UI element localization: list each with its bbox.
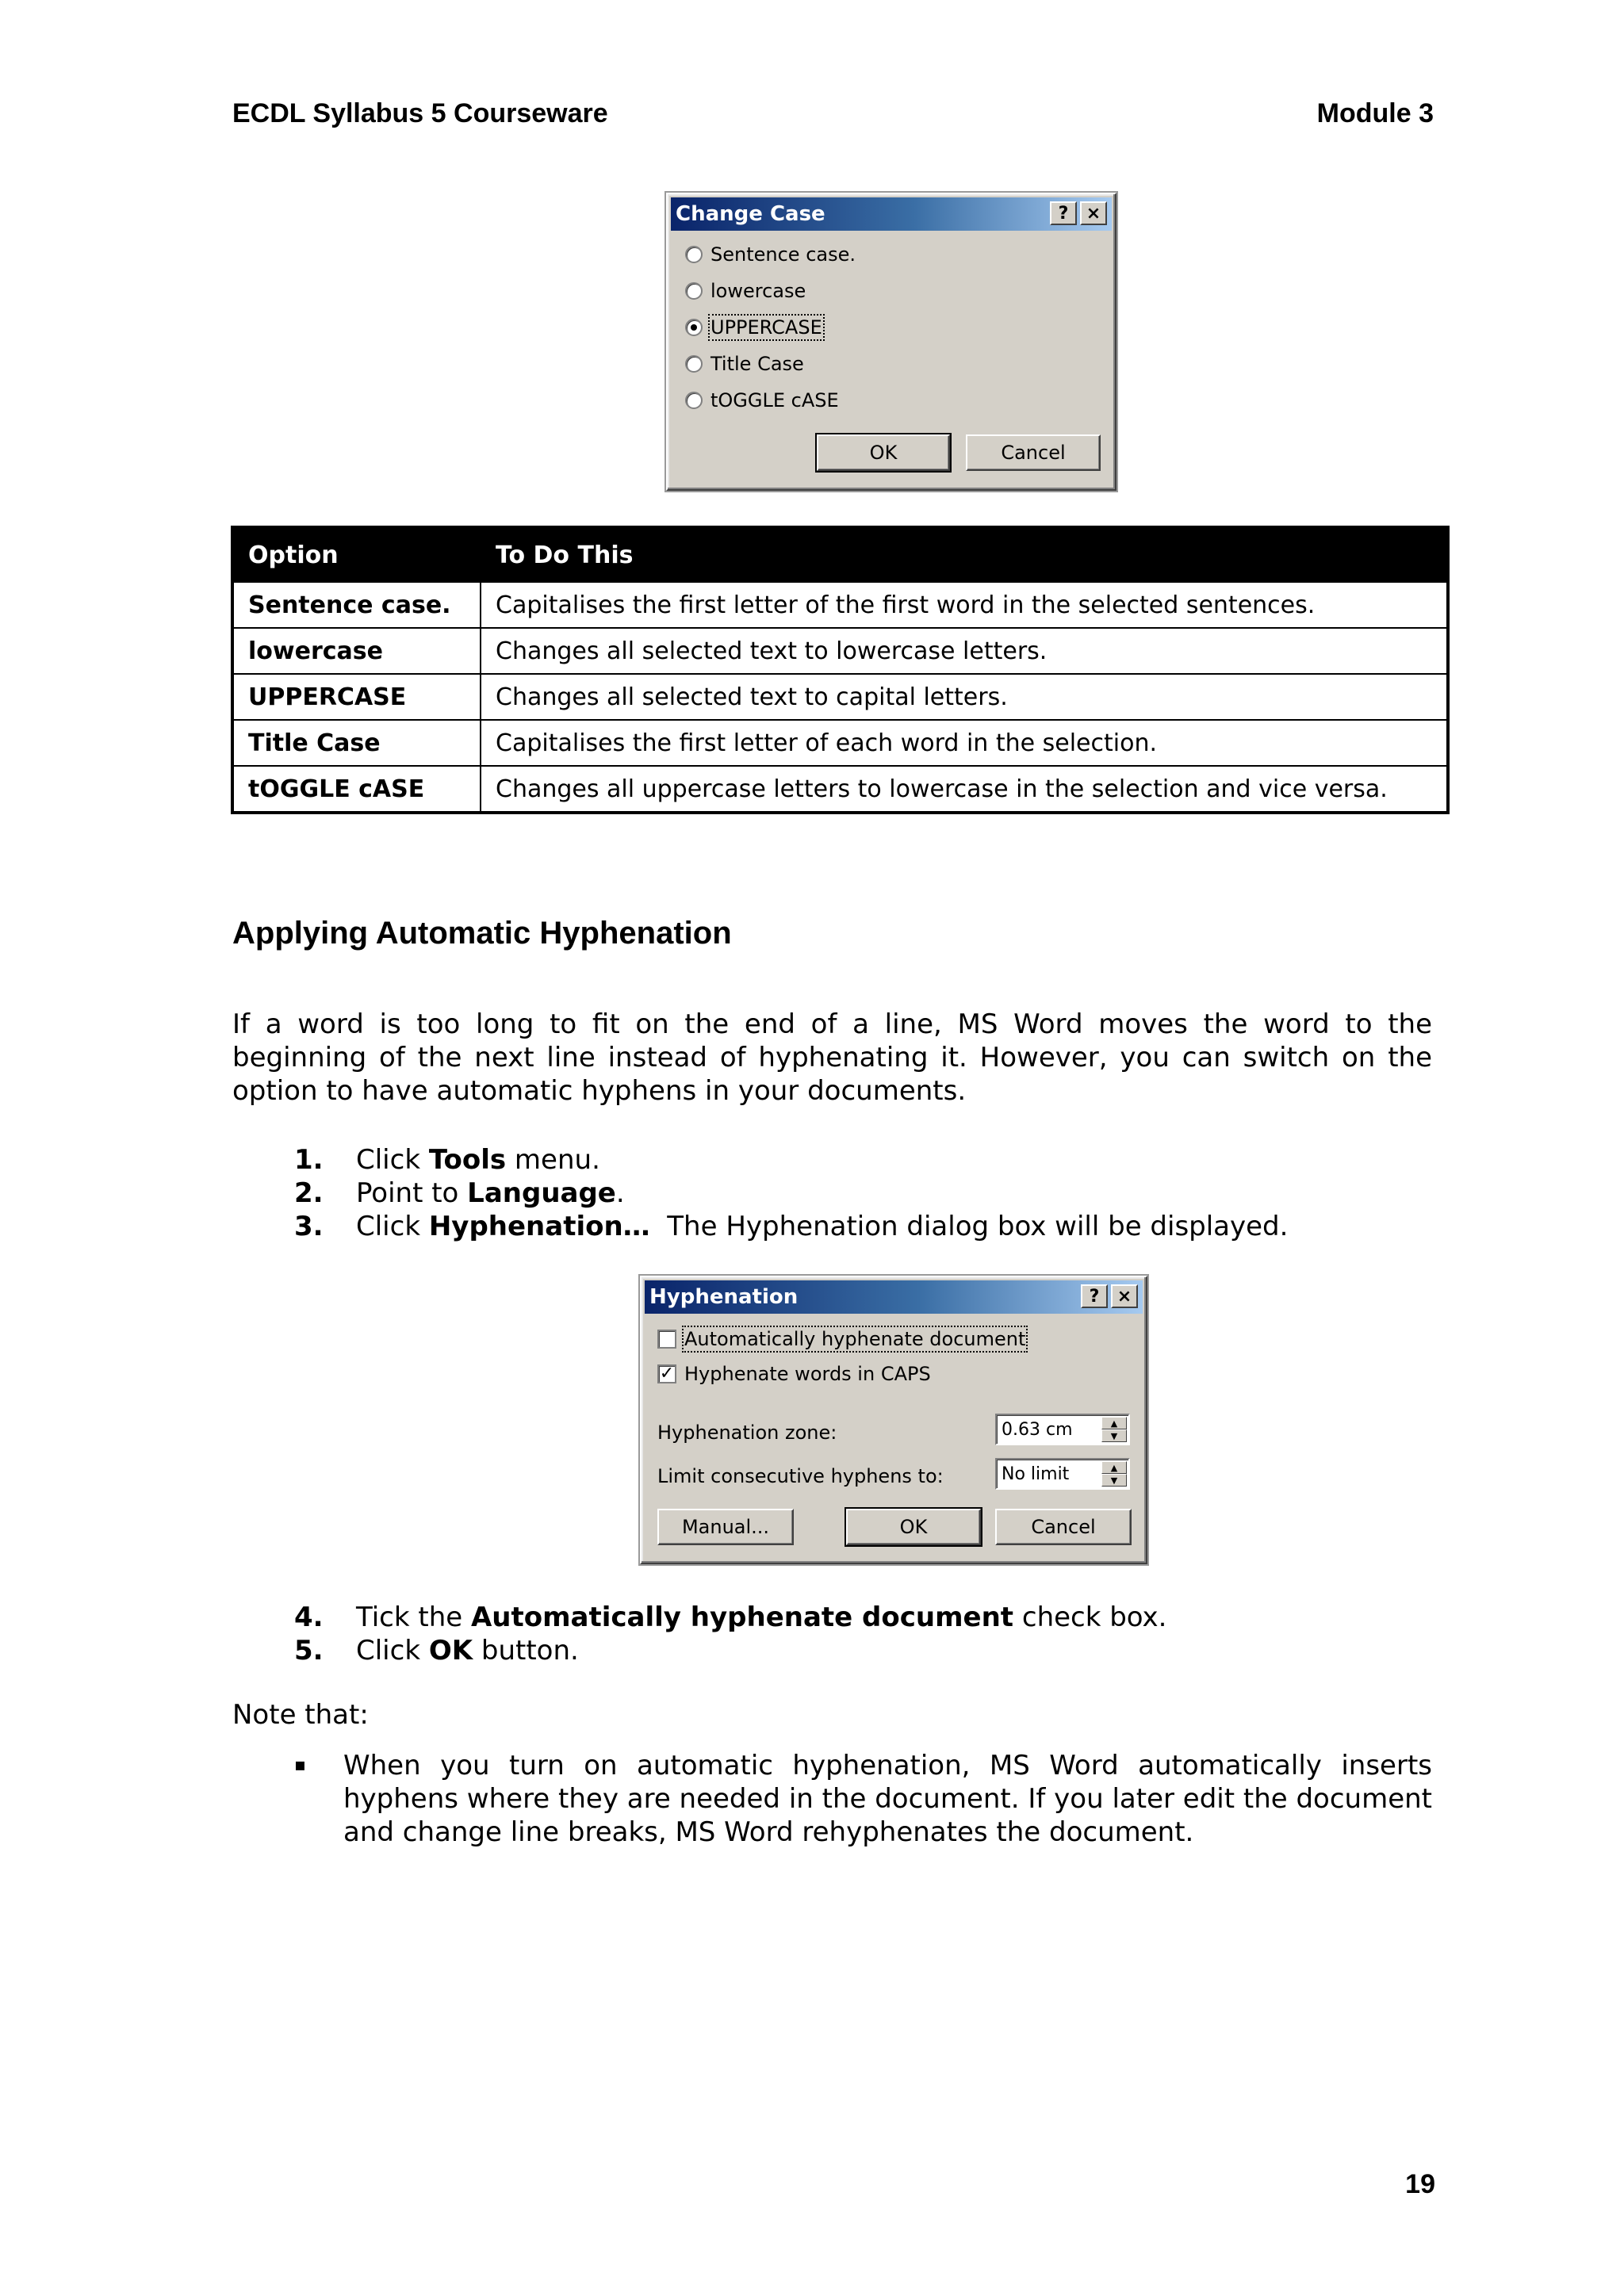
step-number: 5. (294, 1635, 324, 1667)
limit-label: Limit consecutive hyphens to: (657, 1465, 944, 1487)
step-text-pre: Point to (356, 1177, 468, 1209)
change-case-dialog (666, 193, 1116, 491)
steps-list-b (232, 1601, 1432, 1667)
step-text-bold: Automatically hyphenate document (470, 1601, 1014, 1633)
radio-button[interactable] (685, 319, 703, 336)
radio-label: tOGGLE cASE (710, 389, 839, 411)
step-text-pre: Tick the (356, 1601, 471, 1633)
section-heading: Applying Automatic Hyphenation (232, 916, 732, 951)
radio-label: lowercase (710, 280, 806, 302)
step-text-post: The Hyphenation dialog box will be displayed. (649, 1211, 1289, 1242)
step-number: 2. (294, 1177, 324, 1209)
hyphenation-title: Hyphenation (649, 1285, 799, 1309)
step-text-pre: Click (356, 1635, 429, 1667)
table-row (232, 720, 1448, 766)
step-text-post: button. (473, 1635, 579, 1667)
step-number: 4. (294, 1601, 324, 1633)
description-cell: Changes all selected text to lowercase letters. (481, 628, 1448, 674)
step-text-bold: Language (467, 1177, 616, 1209)
zone-spinner[interactable] (995, 1414, 1130, 1445)
step-item (232, 1210, 1432, 1243)
option-cell: lowercase (232, 628, 481, 674)
square-bullet-icon: ▪ (294, 1755, 306, 1775)
step-item (232, 1634, 1432, 1667)
spin-up-icon[interactable]: ▲ (1101, 1461, 1127, 1474)
table-header-action: To Do This (481, 527, 1448, 582)
step-text-pre: Click (356, 1144, 429, 1176)
hyphenation-titlebar[interactable] (645, 1280, 1143, 1314)
option-cell: tOGGLE cASE (232, 766, 481, 813)
step-item (232, 1177, 1432, 1210)
description-cell: Capitalises the first letter of the first word in the selected sentences. (481, 582, 1448, 628)
hyphenation-cancel-button[interactable]: Cancel (995, 1509, 1132, 1545)
step-text-post: check box. (1013, 1601, 1167, 1633)
case-option-radio-row[interactable] (685, 353, 804, 375)
description-cell: Changes all selected text to capital letters. (481, 674, 1448, 720)
close-button[interactable]: × (1111, 1284, 1138, 1308)
change-case-titlebar[interactable] (671, 197, 1112, 231)
note-bullets (232, 1749, 1432, 1849)
step-item (232, 1601, 1432, 1634)
radio-label: Sentence case. (710, 243, 856, 266)
zone-label: Hyphenation zone: (657, 1422, 837, 1444)
description-cell: Changes all uppercase letters to lowercase in the selection and vice versa. (481, 766, 1448, 813)
change-case-cancel-button[interactable]: Cancel (966, 434, 1101, 471)
step-text-post: . (615, 1177, 625, 1209)
intro-paragraph: If a word is too long to fit on the end of a line, MS Word moves the word to the beginning of the next line instead of hyphenating it. However, you can switch on the option to have automatic hyphens in your documents. (232, 1008, 1432, 1107)
caps-option[interactable] (657, 1363, 931, 1385)
table-row (232, 674, 1448, 720)
auto-hyphenate-option[interactable] (657, 1328, 1025, 1350)
table-row (232, 582, 1448, 628)
step-text-bold: Hyphenation… (428, 1211, 650, 1242)
table-row (232, 628, 1448, 674)
step-text-post: menu. (506, 1144, 600, 1176)
radio-button[interactable] (685, 392, 703, 409)
page-header (232, 94, 1434, 133)
case-option-radio-row[interactable] (685, 280, 806, 302)
spin-up-icon[interactable]: ▲ (1101, 1417, 1127, 1429)
step-text-bold: OK (428, 1635, 473, 1667)
table-header-row (232, 527, 1448, 582)
table-header-option: Option (232, 527, 481, 582)
case-option-radio-row[interactable] (685, 243, 856, 266)
radio-label: Title Case (710, 353, 804, 375)
zone-value: 0.63 cm (1002, 1419, 1073, 1440)
list-item (232, 1749, 1432, 1849)
auto-hyphenate-label: Automatically hyphenate document (684, 1328, 1026, 1350)
option-cell: UPPERCASE (232, 674, 481, 720)
bullet-text: When you turn on automatic hyphenation, MS Word automatically inserts hyphens where they are needed in the document. If you later edit the document and change line breaks, MS Word rehyphenates the document. (343, 1750, 1433, 1848)
help-button[interactable]: ? (1081, 1284, 1108, 1308)
step-text (356, 1143, 600, 1177)
step-text (356, 1634, 579, 1667)
case-option-radio-row[interactable] (685, 316, 822, 339)
case-option-radio-row[interactable] (685, 389, 839, 411)
radio-label: UPPERCASE (710, 316, 822, 339)
limit-spinner[interactable] (995, 1458, 1130, 1490)
step-text-pre: Click (356, 1211, 429, 1242)
caps-label: Hyphenate words in CAPS (684, 1363, 931, 1385)
radio-button[interactable] (685, 355, 703, 373)
page-number: 19 (1405, 2169, 1435, 2199)
steps-list-a (232, 1143, 1432, 1243)
hyphenation-dialog (640, 1276, 1147, 1564)
step-text-bold: Tools (428, 1144, 507, 1176)
step-number: 3. (294, 1211, 324, 1242)
case-options-table (231, 526, 1450, 814)
spin-down-icon[interactable]: ▼ (1101, 1429, 1127, 1442)
change-case-ok-button[interactable]: OK (817, 434, 950, 471)
change-case-title: Change Case (676, 202, 825, 226)
spin-down-icon[interactable]: ▼ (1101, 1474, 1127, 1487)
description-cell: Capitalises the first letter of each word in the selection. (481, 720, 1448, 766)
close-button[interactable]: × (1080, 201, 1107, 225)
auto-hyphenate-checkbox[interactable] (657, 1330, 676, 1349)
help-button[interactable]: ? (1050, 201, 1077, 225)
table-row (232, 766, 1448, 813)
radio-button[interactable] (685, 246, 703, 263)
header-course-title: ECDL Syllabus 5 Courseware (232, 98, 608, 128)
step-item (232, 1143, 1432, 1177)
step-text (356, 1177, 625, 1210)
radio-button[interactable] (685, 282, 703, 300)
note-label: Note that: (232, 1699, 369, 1731)
step-number: 1. (294, 1144, 324, 1176)
hyphenation-ok-button[interactable]: OK (846, 1509, 981, 1545)
step-text (356, 1601, 1167, 1634)
step-text (356, 1210, 1288, 1243)
manual-button[interactable]: Manual... (657, 1509, 794, 1545)
option-cell: Sentence case. (232, 582, 481, 628)
header-module: Module 3 (1316, 98, 1434, 128)
limit-value: No limit (1002, 1464, 1070, 1484)
option-cell: Title Case (232, 720, 481, 766)
caps-checkbox[interactable]: ✓ (657, 1364, 676, 1383)
